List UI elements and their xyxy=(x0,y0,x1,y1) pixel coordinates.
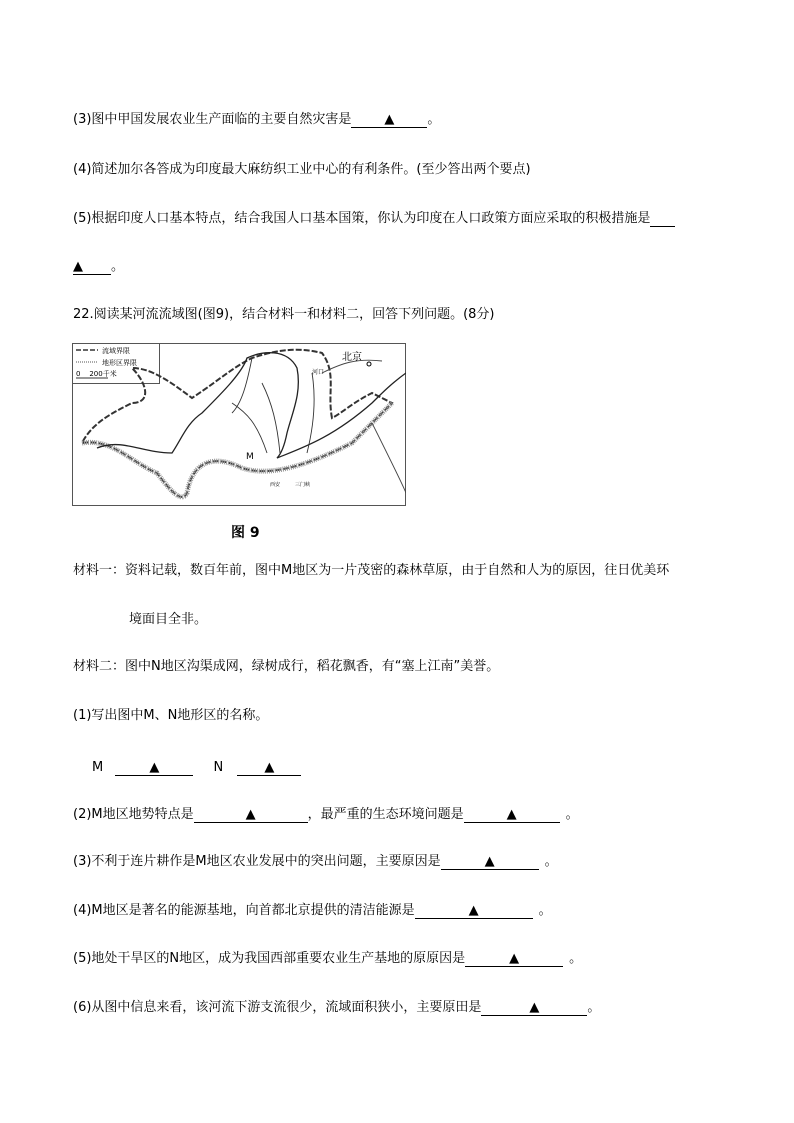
label-hekou: 河口 xyxy=(312,369,325,376)
answer-blank-start[interactable] xyxy=(650,211,675,227)
label-n: N xyxy=(213,760,224,775)
question-22-title: 22.阅读某河流流域图(图9)，结合材料一和材料二，回答下列问题。(8分) xyxy=(73,307,495,322)
punct: 。 xyxy=(538,903,552,918)
punct: 。 xyxy=(111,259,125,274)
river-basin-map xyxy=(72,343,406,506)
question-text: (5)根据印度人口基本特点，结合我国人口基本国策，你认为印度在人口政策方面应采取的积极措施是 xyxy=(73,211,651,226)
answer-blank[interactable] xyxy=(73,259,111,275)
sub-question-1: (1)写出图中M、N地形区的名称。 xyxy=(73,708,269,723)
answer-blank[interactable] xyxy=(481,1000,587,1016)
question-text: (3)不利于连片耕作是M地区农业发展中的突出问题，主要原因是 xyxy=(73,854,441,869)
answer-blank[interactable] xyxy=(351,112,427,128)
question-5-cont xyxy=(73,259,124,275)
label-xian: 西安 xyxy=(270,482,281,488)
answer-blank-n[interactable] xyxy=(237,760,301,776)
triangle-icon: ▲ xyxy=(509,951,520,966)
map-legend xyxy=(73,344,160,384)
triangle-icon: ▲ xyxy=(73,259,83,274)
triangle-icon: ▲ xyxy=(506,807,517,822)
triangle-icon: ▲ xyxy=(468,903,479,918)
sub-question-5 xyxy=(73,951,582,967)
map-scale: 0 200千米 xyxy=(76,370,117,378)
triangle-icon: ▲ xyxy=(384,112,395,127)
question-text: (2)M地区地势特点是 xyxy=(73,807,194,822)
punct: 。 xyxy=(544,854,558,869)
label-beijing: 北京 xyxy=(342,352,362,363)
punct: 。 xyxy=(587,1000,601,1015)
answer-blank[interactable] xyxy=(441,854,539,870)
triangle-icon: ▲ xyxy=(264,760,275,775)
triangle-icon: ▲ xyxy=(245,807,256,822)
sub-question-4 xyxy=(73,903,552,919)
sub-question-2 xyxy=(73,807,579,823)
question-3 xyxy=(73,112,440,128)
label-sanmenxia: 三门峡 xyxy=(295,482,311,488)
answer-blank[interactable] xyxy=(465,951,563,967)
question-text: (5)地处干旱区的N地区，成为我国西部重要农业生产基地的原原因是 xyxy=(73,951,466,966)
question-text: (4)M地区是著名的能源基地，向首都北京提供的清洁能源是 xyxy=(73,903,415,918)
material-1-cont: 境面目全非。 xyxy=(129,612,208,627)
label-m: M xyxy=(246,452,254,462)
sub-question-1-answers xyxy=(92,760,301,776)
figure-caption: 图 9 xyxy=(231,525,260,541)
sub-question-6 xyxy=(73,1000,600,1016)
answer-blank[interactable] xyxy=(194,807,308,823)
legend-terrain: 地形区界限 xyxy=(102,359,137,367)
answer-blank[interactable] xyxy=(415,903,533,919)
answer-blank[interactable] xyxy=(464,807,560,823)
triangle-icon: ▲ xyxy=(149,760,160,775)
punct: 。 xyxy=(565,807,579,822)
question-text: (3)图中甲国发展农业生产面临的主要自然灾害是 xyxy=(73,112,352,127)
question-5 xyxy=(73,211,675,227)
punct: 。 xyxy=(427,112,441,127)
label-m: M xyxy=(92,760,104,775)
sub-question-3 xyxy=(73,854,558,870)
material-2: 材料二：图中N地区沟渠成网，绿树成行，稻花飘香，有“塞上江南”美誉。 xyxy=(73,659,500,674)
question-text: ，最严重的生态环境问题是 xyxy=(307,807,464,822)
triangle-icon: ▲ xyxy=(484,854,495,869)
legend-basin: 流域界限 xyxy=(102,347,130,355)
triangle-icon: ▲ xyxy=(529,1000,540,1015)
question-4: (4)简述加尔各答成为印度最大麻纺织工业中心的有利条件。(至少答出两个要点) xyxy=(73,162,531,177)
question-text: (6)从图中信息来看，该河流下游支流很少，流域面积狭小，主要原田是 xyxy=(73,1000,482,1015)
punct: 。 xyxy=(569,951,583,966)
answer-blank-m[interactable] xyxy=(115,760,193,776)
material-1: 材料一：资料记载，数百年前，图中M地区为一片茂密的森林草原，由于自然和人为的原因，往日优美环 xyxy=(73,563,670,578)
